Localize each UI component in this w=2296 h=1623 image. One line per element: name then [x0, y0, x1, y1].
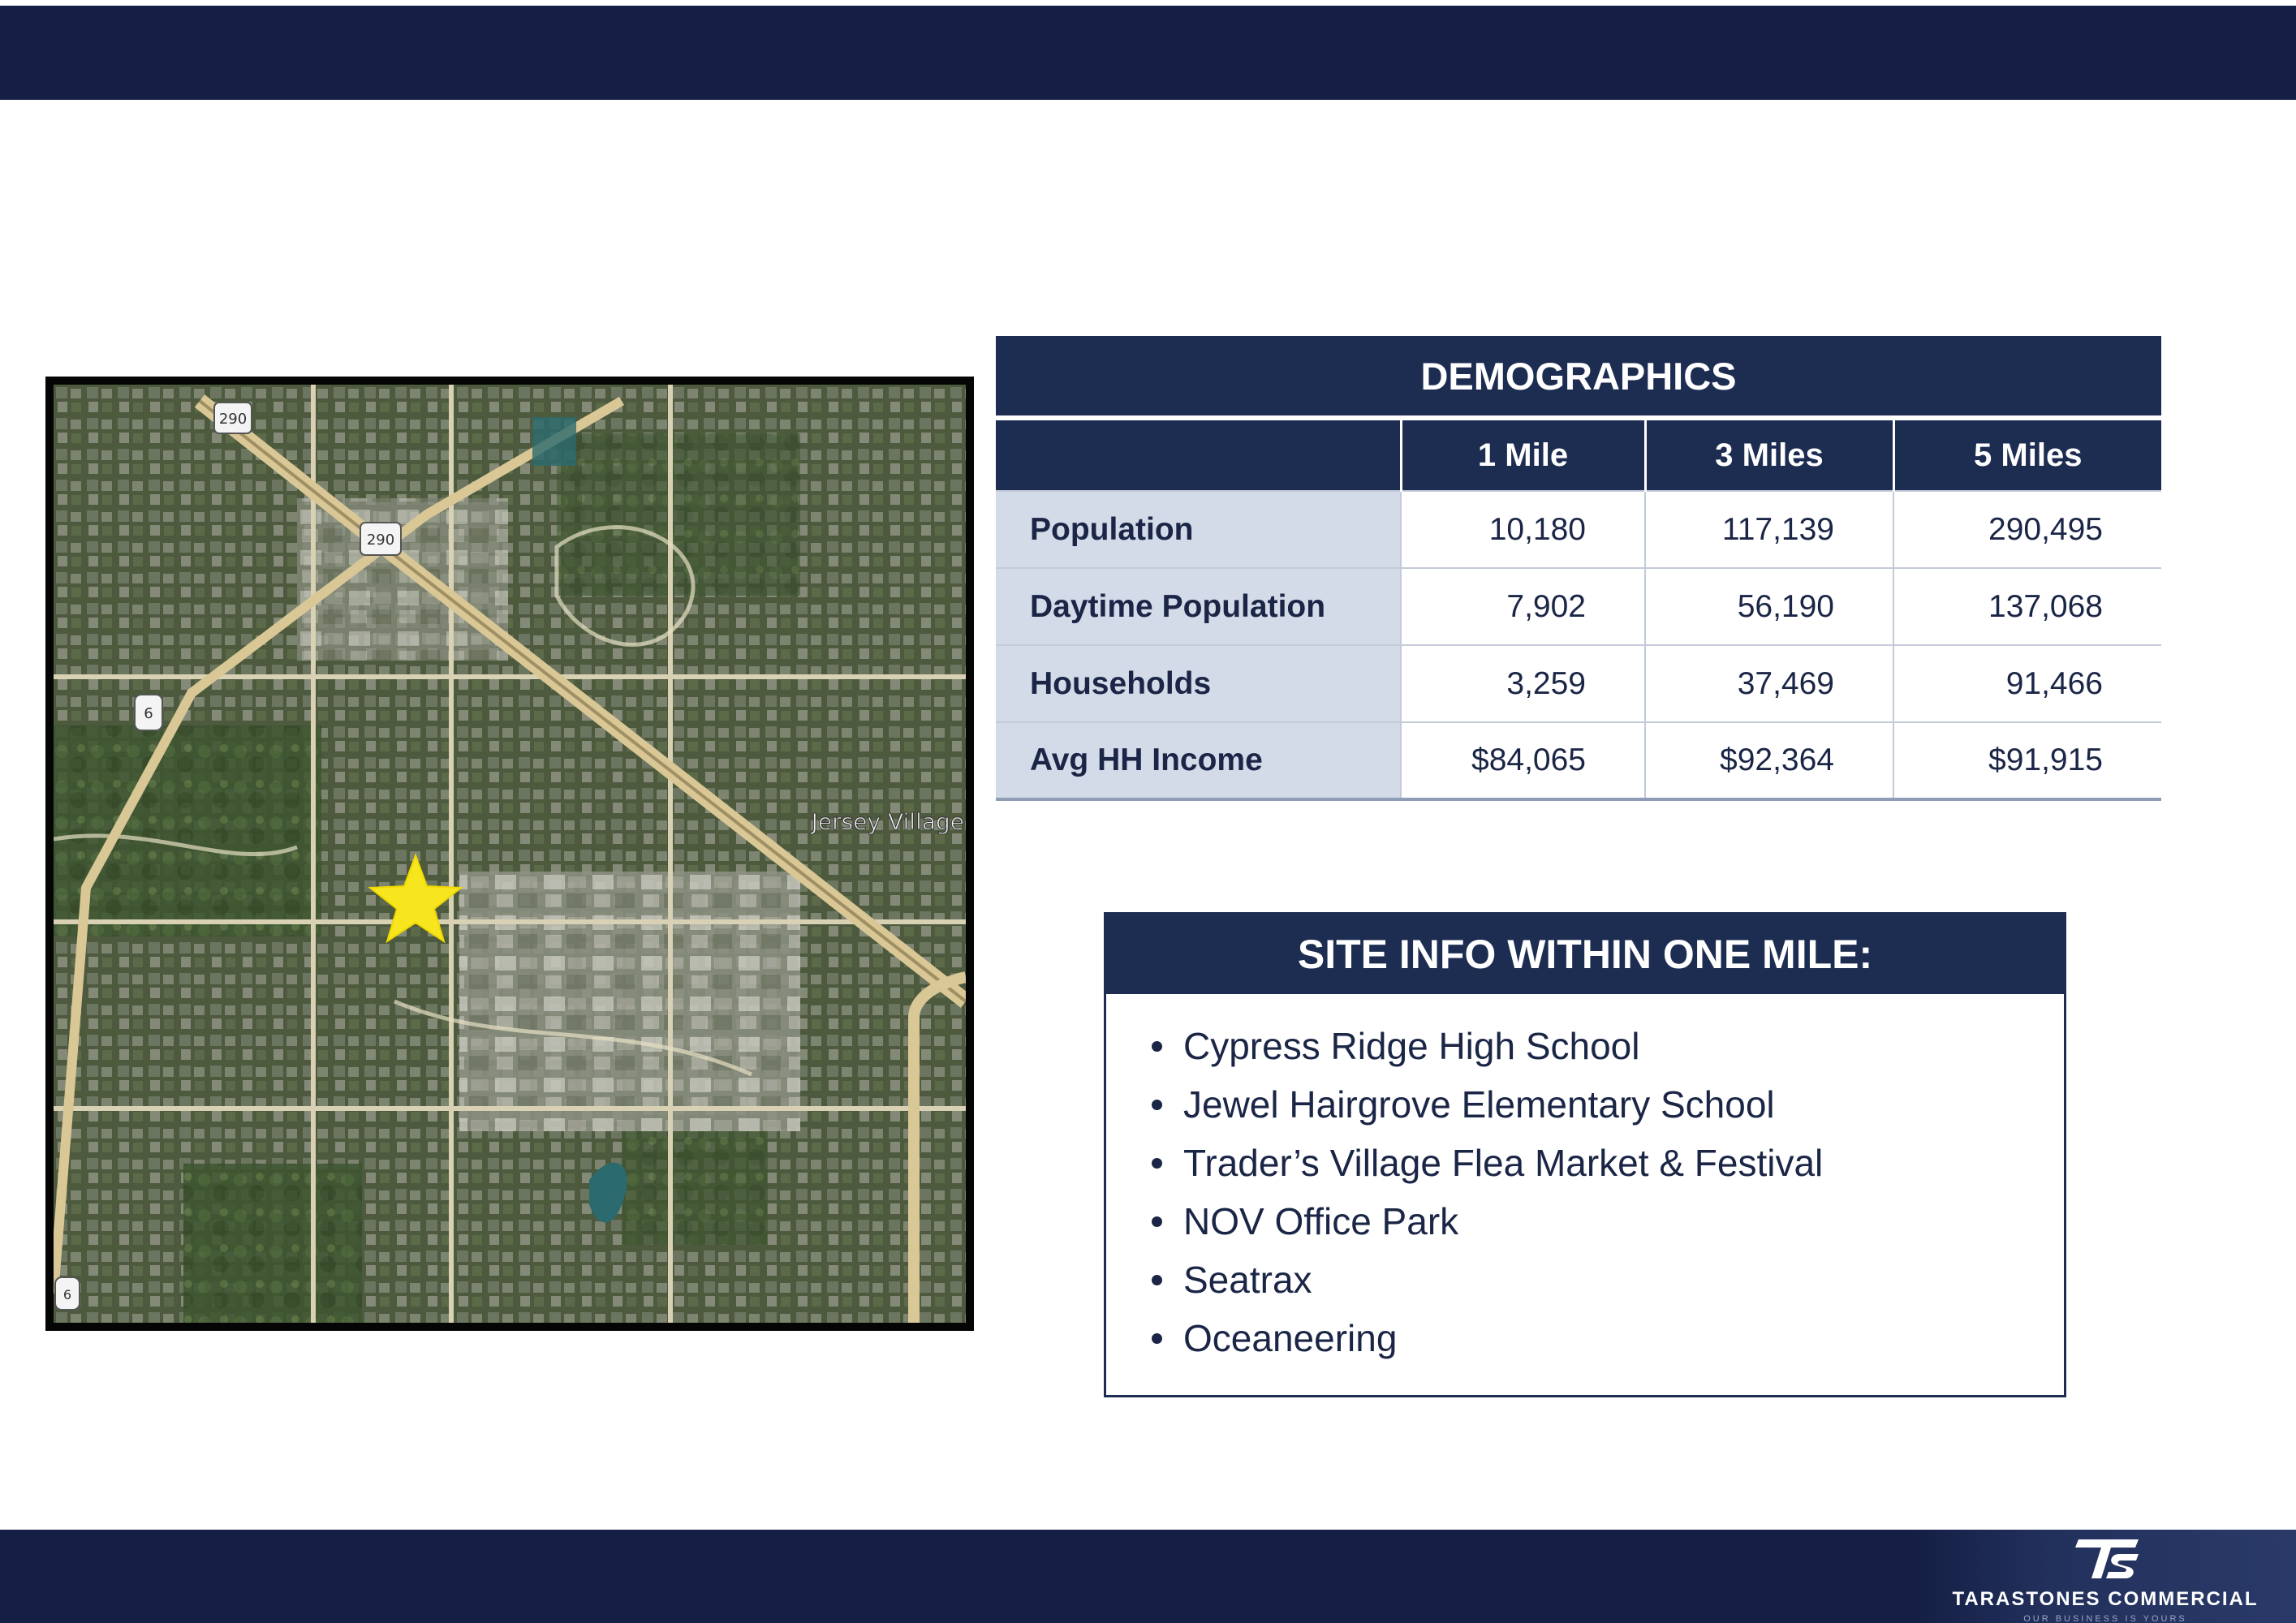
list-item-text: Seatrax: [1183, 1259, 1312, 1301]
demographics-title: DEMOGRAPHICS: [996, 336, 2161, 415]
cell-value: $84,065: [1401, 722, 1645, 799]
site-info-list: [1106, 994, 2064, 1367]
list-item: [1152, 1134, 2064, 1192]
ts-logo-icon: [1915, 1536, 2296, 1582]
highway-290-shield-top: [214, 403, 252, 433]
list-item-text: Oceaneering: [1183, 1317, 1398, 1359]
column-header-5-miles: 5 Miles: [1893, 420, 2161, 491]
footer-banner: [0, 1530, 2296, 1623]
bullet-icon: [1152, 1158, 1162, 1169]
list-item-text: NOV Office Park: [1183, 1200, 1459, 1242]
row-label: Population: [996, 491, 1401, 568]
brand-block: [1915, 1530, 2296, 1623]
bullet-icon: [1152, 1100, 1162, 1110]
list-item: [1152, 1251, 2064, 1309]
row-label: Daytime Population: [996, 568, 1401, 645]
demographics-table: [996, 336, 2161, 801]
svg-text:6: 6: [144, 705, 153, 722]
row-label: Avg HH Income: [996, 722, 1401, 799]
highway-6-shield-bottom: [55, 1277, 80, 1310]
list-item-text: Trader’s Village Flea Market & Festival: [1183, 1142, 1824, 1184]
cell-value: 7,902: [1401, 568, 1645, 645]
cell-value: 137,068: [1893, 568, 2161, 645]
table-row-population: [996, 491, 2161, 568]
row-label: Households: [996, 645, 1401, 722]
bullet-icon: [1152, 1216, 1162, 1227]
site-info-title: SITE INFO WITHIN ONE MILE:: [1106, 915, 2064, 994]
table-row-avg-hh-income: [996, 722, 2161, 799]
svg-text:290: 290: [366, 532, 395, 549]
aerial-map: [45, 377, 974, 1331]
cell-value: $91,915: [1893, 722, 2161, 799]
brand-name: TARASTONES COMMERCIAL: [1952, 1588, 2259, 1610]
demographics-grid: [996, 420, 2161, 801]
column-header-blank: [996, 420, 1401, 491]
highway-290-shield: [360, 523, 401, 555]
svg-text:6: 6: [62, 1287, 72, 1302]
bullet-icon: [1152, 1275, 1162, 1285]
list-item-text: Jewel Hairgrove Elementary School: [1183, 1083, 1775, 1126]
column-header-3-miles: 3 Miles: [1645, 420, 1893, 491]
table-header-row: [996, 420, 2161, 491]
cell-value: 3,259: [1401, 645, 1645, 722]
jersey-village-label: Jersey Village: [811, 808, 964, 835]
brand-tagline: OUR BUSINESS IS YOURS: [2023, 1614, 2187, 1623]
bullet-icon: [1152, 1041, 1162, 1052]
svg-text:290: 290: [218, 411, 248, 428]
cell-value: 10,180: [1401, 491, 1645, 568]
list-item: [1152, 1192, 2064, 1251]
cell-value: 117,139: [1645, 491, 1893, 568]
site-info-box: [1104, 912, 2066, 1397]
cell-value: 37,469: [1645, 645, 1893, 722]
cell-value: 290,495: [1893, 491, 2161, 568]
table-row-households: [996, 645, 2161, 722]
highway-6-shield: [135, 695, 162, 730]
top-banner: [0, 6, 2296, 100]
cell-value: $92,364: [1645, 722, 1893, 799]
list-item: [1152, 1309, 2064, 1367]
cell-value: 91,466: [1893, 645, 2161, 722]
list-item: [1152, 1017, 2064, 1075]
column-header-1-mile: 1 Mile: [1401, 420, 1645, 491]
table-row-daytime-population: [996, 568, 2161, 645]
cell-value: 56,190: [1645, 568, 1893, 645]
list-item: [1152, 1075, 2064, 1134]
bullet-icon: [1152, 1333, 1162, 1344]
list-item-text: Cypress Ridge High School: [1183, 1025, 1640, 1067]
map-image: [54, 385, 966, 1323]
